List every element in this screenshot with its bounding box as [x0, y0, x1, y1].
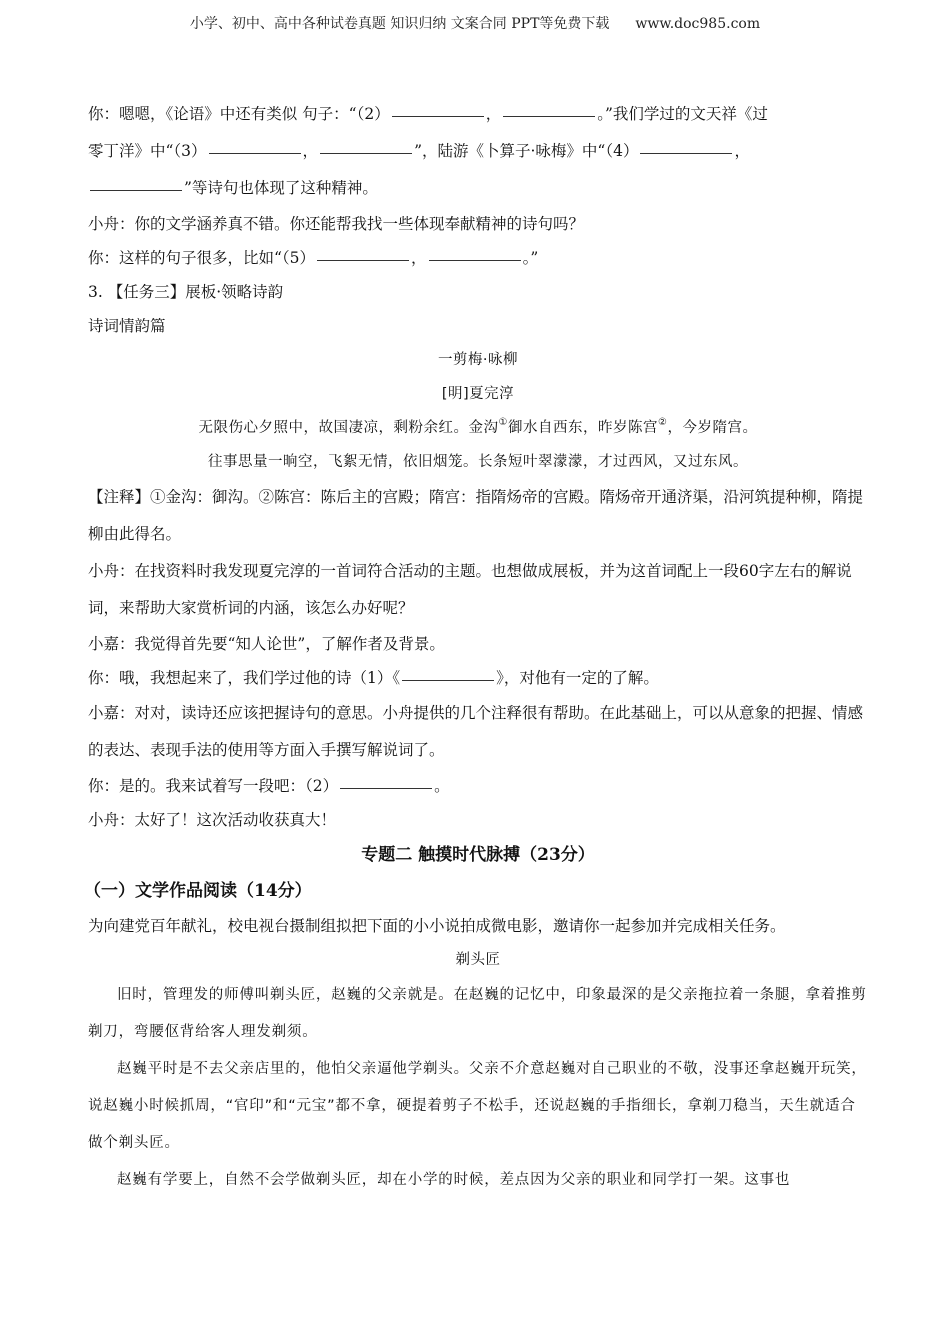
dialogue-line-2	[88, 133, 868, 170]
dialogue-text: 零丁洋》中“（3）	[88, 142, 207, 160]
fill-blank[interactable]	[317, 259, 409, 261]
fill-blank[interactable]	[320, 152, 412, 154]
dialogue-line-1	[88, 96, 868, 133]
dialogue-zhou-2: 小舟：太好了！这次活动收获真大！	[88, 811, 337, 829]
dialogue-text: ”等诗句也体现了这种精神。	[184, 179, 378, 197]
dialogue-text: ”，陆游《卜算子·咏梅》中“（4）	[414, 142, 639, 160]
task3-section: 诗词情韵篇	[88, 317, 166, 335]
dialogue-text: 你：嗯嗯，《论语》中还有类似 句子：“（2）	[88, 105, 390, 123]
poem-line-1	[88, 411, 868, 445]
dialogue-text: 。	[434, 777, 450, 795]
dialogue-jia-2: 小嘉：对对，读诗还应该把握诗句的意思。小舟提供的几个注释很有帮助。在此基础上，可以从意象的把握、情感的表达、表现手法的使用等方面入手撰写解说词了。	[88, 704, 864, 759]
poem-author: [明]夏完淳	[441, 386, 515, 402]
task3-title: 3. 【任务三】展板·领略诗韵	[88, 283, 284, 301]
dialogue-text: 你：哦，我想起来了，我们学过他的诗（1）《	[88, 669, 401, 687]
poem-text: 无限伤心夕照中，故国凄凉，剩粉余红。金沟	[198, 420, 499, 436]
header-tagline: 小学、初中、高中各种试卷真题 知识归纳 文案合同 PPT等免费下载	[189, 16, 610, 32]
dialogue-comma: ，	[485, 105, 502, 123]
dialogue-zhou-1: 小舟：在找资料时我发现夏完淳的一首词符合活动的主题。也想做成展板，并为这首词配上一段60字左右的解说词，来帮助大家赏析词的内涵，该怎么办好呢？	[88, 562, 852, 617]
story-paragraph-3: 赵巍有学要上，自然不会学做剃头匠，却在小学的时候，差点因为父亲的职业和同学打一架。这事也	[117, 1172, 791, 1188]
dialogue-jia-1: 小嘉：我觉得首先要“知人论世”，了解作者及背景。	[88, 635, 445, 653]
topic2-subtitle: （一）文学作品阅读（14分）	[84, 881, 312, 901]
fill-blank[interactable]	[340, 787, 432, 789]
story-paragraph-2: 赵巍平时是不去父亲店里的，他怕父亲逼他学剃头。父亲不介意赵巍对自己职业的不敬，没事还拿赵巍开玩笑，说赵巍小时候抓周，“官印”和“元宝”都不拿，硬提着剪子不松手，还说赵巍的手指细长，拿剃刀稳当，天生就适合做个剃头匠。	[88, 1061, 867, 1151]
fill-blank[interactable]	[429, 259, 521, 261]
dialogue-text: 》，对他有一定的了解。	[496, 669, 659, 687]
poem-text: ，今岁隋宫。	[667, 420, 758, 436]
document-body	[84, 96, 868, 1199]
header-url[interactable]: www.doc985.com	[635, 16, 761, 32]
poem-title: 一剪梅·咏柳	[437, 352, 519, 368]
dialogue-zhou-question: 小舟：你的文学涵养真不错。你还能帮我找一些体现奉献精神的诗句吗？	[88, 215, 585, 233]
fill-blank[interactable]	[90, 189, 182, 191]
topic2-title: 专题二 触摸时代脉搏（23分）	[361, 845, 595, 865]
poem-text: 御水自西东，昨岁陈宫	[508, 420, 658, 436]
note-marker: ①	[498, 417, 508, 428]
dialogue-comma: ，	[411, 249, 427, 267]
dialogue-text: 。”我们学过的文天祥《过	[597, 105, 768, 123]
fill-blank[interactable]	[209, 152, 301, 154]
poem-line-2: 往事思量一晌空，飞絮无情，依旧烟笼。长条短叶翠濛濛，才过西风，又过东风。	[208, 454, 748, 470]
fill-blank[interactable]	[402, 679, 494, 681]
poem-notes: 【注释】①金沟：御沟。②陈宫：陈后主的宫殿；隋宫：指隋炀帝的宫殿。隋炀帝开通济渠，沿河筑提种柳，隋提柳由此得名。	[88, 488, 864, 543]
dialogue-you-1	[88, 661, 868, 695]
dialogue-comma: ，	[302, 142, 319, 160]
story-paragraph-1: 旧时，管理发的师傅叫剃头匠，赵巍的父亲就是。在赵巍的记忆中，印象最深的是父亲拖拉着一条腿，拿着推剪剃刀，弯腰伛背给客人理发剃须。	[88, 987, 867, 1040]
dialogue-you-answer	[88, 241, 868, 275]
dialogue-text: 。”	[522, 249, 539, 267]
story-title: 剃头匠	[455, 952, 501, 968]
topic2-intro: 为向建党百年献礼，校电视台摄制组拟把下面的小小说拍成微电影，邀请你一起参加并完成相关任务。	[88, 917, 786, 935]
dialogue-text: 你：是的。我来试着写一段吧：（2）	[88, 777, 339, 795]
note-marker: ②	[658, 417, 668, 428]
dialogue-text: 你：这样的句子很多，比如“（5）	[88, 249, 316, 267]
dialogue-line-3	[88, 170, 868, 207]
fill-blank[interactable]	[640, 152, 732, 154]
fill-blank[interactable]	[503, 115, 595, 117]
dialogue-you-2	[88, 769, 868, 803]
fill-blank[interactable]	[392, 115, 484, 117]
page-header	[0, 13, 950, 33]
dialogue-comma: ，	[734, 142, 750, 160]
